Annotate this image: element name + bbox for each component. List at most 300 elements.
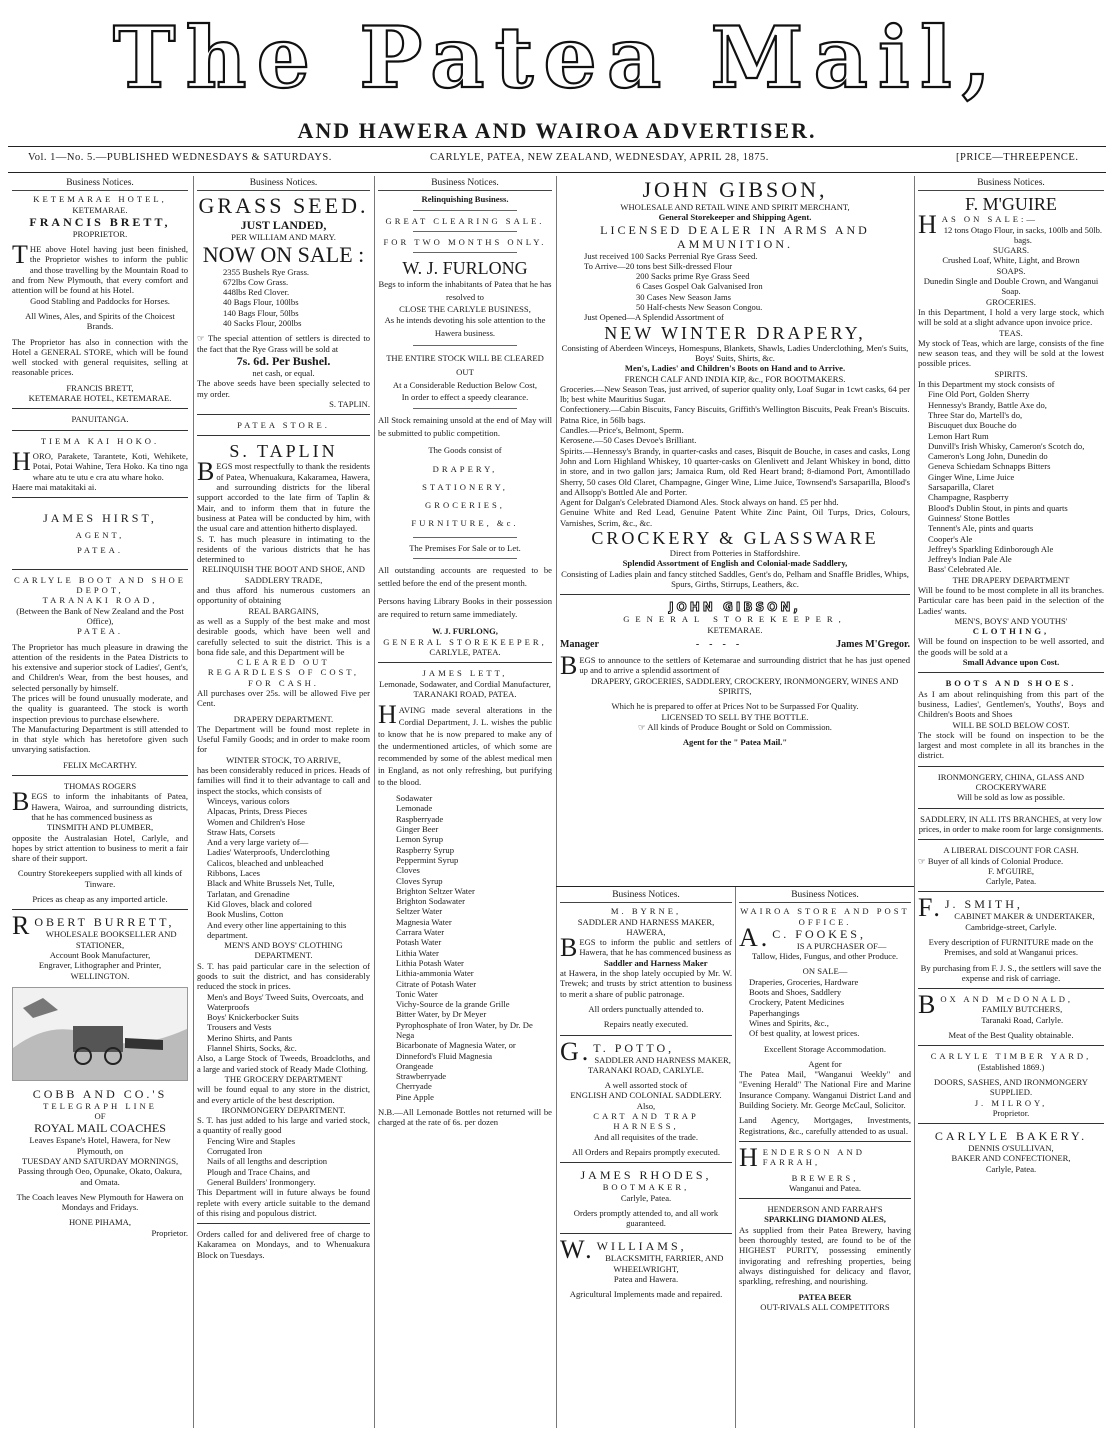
grass-items	[197, 267, 370, 329]
ad-trade: Lemonade, Sodawater, and Cordial Manufacturer,	[379, 678, 551, 689]
list-item: 2355 Bushels Rye Grass.	[223, 266, 310, 277]
ad-title: PANUITANGA.	[71, 414, 129, 425]
column-divider	[556, 176, 557, 1428]
ad-body: The Proprietor has much pleasure in drawing the attention of the residents in the Patea Districts to his extensive and superior stock of Ladies', Gent's, and Children's Wear, from the best houses, and selected personally by himself.	[12, 641, 188, 693]
ad-name: S. TAPLIN	[229, 441, 338, 462]
ad-ketemarae-hotel	[12, 194, 188, 403]
ad-line: LICENSED DEALER IN ARMS AND AMMUNITION.	[600, 222, 870, 251]
list-item: 50 Half-chests New Season Congou.	[636, 302, 763, 313]
ad-line-text: All kinds of Produce Bought or Sold on Commission.	[647, 721, 832, 732]
list-item: Lithia-ammonia Water	[396, 968, 474, 979]
issue-date: CARLYLE, PATEA, NEW ZEALAND, WEDNESDAY, APRIL 28, 1875.	[430, 152, 769, 163]
list-item: Of best quality, at lowest prices.	[749, 1028, 860, 1039]
ad-line: OUT-RIVALS ALL COMPETITORS	[760, 1301, 890, 1312]
ad-body: Agent for Dalgan's Celebrated Diamond Ales. Stock always on hand. £5 per hhd.	[560, 497, 839, 508]
ad-body: The above seeds have been specially selected to my order.	[197, 378, 370, 399]
ad-line: OF	[94, 1111, 106, 1122]
ad-furlong	[378, 194, 552, 657]
ad-line: Kerosene.—50 Cases Devoe's Brilliant.	[560, 435, 697, 446]
list-item: 448lbs Red Clover.	[223, 287, 290, 298]
column-divider	[193, 176, 194, 1428]
ad-body: S. T. has just added to his large and varied stock, a quantity of really good	[197, 1115, 370, 1136]
ad-line: A well assorted stock of	[604, 1080, 688, 1091]
ad-line: Small Advance upon Cost.	[962, 657, 1060, 668]
ad-body: opposite the Australasian Hotel, Carlyle, and hopes by strict attention to business to merit a fair share of their support.	[12, 832, 188, 864]
list-item: Tonic Water	[396, 988, 438, 999]
list-item: Sarsaparilla, Claret	[928, 482, 994, 493]
ad-name: CARLYLE TIMBER YARD,	[930, 1051, 1092, 1062]
list-item: GROCERIES,	[425, 500, 505, 511]
list-item: 40 Sacks Flour, 200lbs	[223, 318, 302, 329]
ad-name: FRANCIS BRETT,	[29, 214, 171, 229]
column-divider	[735, 886, 736, 1428]
ad-line: Splendid Assortment of English and Colonial-made Saddlery,	[622, 558, 848, 569]
ad-signature: S. TAPLIN.	[329, 398, 370, 409]
ad-robert-burrett	[12, 911, 188, 981]
list-item: Vichy-Source de la grande Grille	[396, 999, 510, 1010]
ad-line: The Goods consist of	[428, 444, 502, 455]
ad-body-text: The special attention of settlers is directed to the fact that the Rye Grass will be sold at	[197, 333, 370, 354]
ad-line: THE ENTIRE STOCK WILL BE CLEARED OUT	[386, 353, 544, 378]
ad-line: CART AND TRAP HARNESS,	[593, 1111, 699, 1132]
ad-title: THOMAS ROGERS	[63, 781, 137, 792]
list-item: General Builders' Ironmongery.	[207, 1176, 316, 1187]
ad-line: General Storekeeper and Shipping Agent.	[658, 212, 812, 223]
ad-body: BEGS most respectfully to thank the residents of Patea, Whenuakura, Kakaramea, Hawera, and surrounding districts for the liberal support accorded to the late firm of Taplin & Mair, and to inform them that in future the business at Patea will be conducted by him, with the usual care and attention hitherto displayed.	[197, 457, 370, 534]
list-item: Kid Gloves, black and colored	[207, 898, 312, 909]
ad-line: Will be sold as low as possible.	[957, 792, 1065, 803]
ad-price: 7s. 6d. Per Bushel.	[236, 353, 331, 368]
ad-body: As I am about relinquishing from this part of the business, Ladies', Gentlemen's, Youths', Boys and Children's Boots and Shoes	[918, 688, 1104, 720]
ad-trade: WHOLESALE AND RETAIL WINE AND SPIRIT MERCHANT,	[620, 202, 850, 212]
ad-line: HENDERSON AND FARRAH'S	[767, 1204, 883, 1215]
list-item: Jeffrey's Indian Pale Ale	[928, 554, 1012, 565]
price: [PRICE—THREEPENCE.	[956, 152, 1079, 163]
ad-body: Agricultural Implements made and repaired.	[569, 1289, 723, 1300]
manager-label: Manager	[560, 638, 599, 650]
ad-trade: BREWERS,	[791, 1172, 859, 1183]
list-item: Ginger Wine, Lime Juice	[928, 471, 1015, 482]
ad-place: WELLINGTON.	[70, 970, 130, 981]
ad-title: GRASS SEED.	[198, 193, 369, 219]
ad-place: PATEA.	[76, 545, 124, 556]
ad-line: All orders punctually attended to.	[588, 1003, 704, 1014]
ad-line: Agent for the " Patea Mail."	[682, 737, 788, 748]
column-4b	[739, 890, 911, 1428]
ad-patea-store	[197, 420, 370, 1260]
column-4a	[560, 890, 732, 1428]
ad-title: GREAT CLEARING SALE.	[385, 215, 545, 226]
list-item: Raspberryade	[396, 813, 444, 824]
list-item: Draperies, Groceries, Hardware	[749, 976, 859, 987]
ad-grass-seed	[197, 194, 370, 409]
list-item: Cloves	[396, 865, 420, 876]
ad-body: BEGS to inform the public and settlers of Hawera, that he has commenced business as	[560, 933, 732, 963]
ad-title: COBB AND CO.'S	[32, 1086, 168, 1101]
column-header: Business Notices.	[918, 178, 1104, 191]
ad-line: ON SALE—	[802, 966, 848, 977]
ad-james-hirst	[12, 503, 188, 564]
ad-trade: CABINET MAKER & UNDERTAKER,	[954, 911, 1095, 922]
wairoa-items	[739, 977, 911, 1039]
ad-place: KETEMARAE.	[707, 624, 763, 635]
ad-body: Confectionery.—Cabin Biscuits, Fancy Biscuits, Griffith's Wellington Biscuits, Peak Frean's Biscuits.	[560, 404, 910, 415]
drapery-items	[197, 796, 370, 940]
ad-body: Groceries.—New Season Teas, just arrived, of superior quality only, Loaf Sugar in 1cwt casks, 64 per lb; best white Mauritius Sugar.	[560, 383, 910, 405]
ad-line: FRENCH CALF AND INDIA KIP, &c., FOR BOOTMAKERS.	[624, 373, 846, 384]
ad-box-mcdonald	[918, 990, 1104, 1041]
ad-body: Genuine White and Red Lead, Genuine Patent White Zinc Paint, Oil Turps, Drics, Colours, Varnishes, Scrim, &c., &c.	[560, 507, 910, 528]
list-item: Geneva Schiedam Schnapps Bitters	[928, 461, 1051, 472]
list-item: Lemon Syrup	[396, 834, 444, 845]
ad-trade: BLACKSMITH, FARRIER, AND WHEELWRIGHT,	[605, 1253, 724, 1274]
ad-line: Tallow, Hides, Fungus, and other Produce.	[751, 951, 899, 962]
ad-road: TARANAKI ROAD,	[42, 595, 158, 606]
list-item: Ladies' Waterproofs, Underclothing	[207, 847, 330, 858]
list-item: 672lbs Cow Grass.	[223, 276, 289, 287]
ad-body: By purchasing from F. J. S., the settlers will save the expense and risk of carriage.	[920, 962, 1102, 983]
list-item: Guinness' Stone Bottles	[928, 512, 1010, 523]
column-header: Business Notices.	[197, 178, 370, 191]
ad-name: A.C. FOOKES,	[739, 922, 866, 952]
spirit-items	[918, 389, 1104, 574]
ad-body: will be found equal to any store in the district, and every article of the best description.	[197, 1084, 370, 1105]
ad-now-on-sale: NOW ON SALE :	[202, 241, 365, 267]
list-item: Black and White Brussels Net, Tulle,	[207, 878, 335, 889]
list-item: Book Muslins, Cotton	[207, 909, 284, 920]
pointing-hand-icon: ☞	[918, 855, 928, 866]
ad-body: at Hawera, in the shop lately occupied by Mr. W. Trewek; and trusts by strict attention to business to merit a share of public patronage.	[560, 968, 732, 999]
ad-line: Account Book Manufacturer,	[49, 949, 151, 960]
ad-line: Direct from Potteries in Staffordshire.	[669, 548, 801, 559]
ad-body: Meat of the Best Quality obtainable.	[948, 1030, 1074, 1041]
ad-name: G.T. POTTO,	[560, 1036, 675, 1066]
list-item: Plough and Trace Chains, and	[207, 1166, 310, 1177]
ad-return: The Coach leaves New Plymouth for Hawera on Mondays and Fridays.	[16, 1191, 184, 1213]
list-item: Flannel Shirts, Socks, &c.	[207, 1043, 297, 1054]
ad-name: ROBERT BURRETT,	[12, 911, 175, 941]
ad-trade: BAKER AND CONFECTIONER,	[951, 1153, 1071, 1164]
ad-name: JAMES HIRST,	[43, 511, 157, 526]
list-item: Boys' Knickerbocker Suits	[207, 1012, 299, 1023]
list-item: Crockery, Patent Medicines	[749, 997, 845, 1008]
list-item: Cloves Syrup	[396, 875, 443, 886]
ad-road: TARANAKI ROAD, CARLYLE.	[588, 1064, 704, 1075]
ad-line: 12 tons Otago Flour, in sacks, 100lb and 50lb. bags.	[943, 224, 1103, 245]
column-3	[378, 178, 552, 1428]
list-item: Magnesia Water	[396, 916, 452, 927]
list-item: Trousers and Vests	[207, 1022, 272, 1033]
ad-line: DRAPERY, GROCERIES, SADDLERY, CROCKERY, IRONMONGERY, WINES AND SPIRITS,	[590, 675, 899, 696]
ad-body: Persons having Library Books in their possession are required to return same immediately.	[378, 596, 552, 620]
ad-henderson-farrah	[739, 1142, 911, 1312]
ad-line: In this Department my stock consists of	[918, 379, 1055, 390]
ad-line: Prices as cheap as any imported article.	[32, 894, 168, 905]
ad-body: HAVING made several alterations in the Cordial Department, J. L. wishes the public to know that he is now prepared to make any of the undermentioned articles, of which some are recommended by some of the ablest medical men in England, as not only refreshing, but purifying to the blood.	[378, 700, 552, 788]
ad-line: (Established 1869.)	[977, 1061, 1045, 1072]
ad-name: JOHN GIBSON,	[669, 600, 801, 615]
ad-line: Just Opened—A Splendid Assortment of	[584, 312, 724, 323]
list-item: Alpacas, Prints, Dress Pieces	[207, 806, 308, 817]
ad-days: TUESDAY AND SATURDAY MORNINGS,	[21, 1156, 179, 1166]
list-item: And every other line appertaining to this department.	[207, 919, 347, 940]
list-item: Bitter Water, by Dr Meyer	[396, 1009, 487, 1020]
ad-line: WINTER STOCK, TO ARRIVE,	[226, 754, 341, 765]
gibson-stock	[560, 251, 910, 323]
cordial-items	[378, 793, 552, 1102]
section-title: SUGARS.	[992, 245, 1030, 256]
ad-body: Orders called for and delivered free of charge to Kakaramea on Mondays, and to Whenuakura Block on Tuesdays.	[197, 1229, 370, 1260]
list-item: Lemon Hart Rum	[928, 430, 989, 441]
list-item: Raspberry Syrup	[396, 844, 454, 855]
ad-m-byrne	[560, 906, 732, 1029]
ad-body: Leaves Espane's Hotel, Hawera, for New Plymouth, on	[29, 1135, 171, 1156]
ad-line: And all requisites of the trade.	[593, 1131, 699, 1142]
ad-name: BOX AND McDONALD,	[918, 990, 1074, 1020]
ad-place: Wanganui and Patea.	[788, 1182, 862, 1193]
volume-number: Vol. 1—No. 5.—PUBLISHED WEDNESDAYS & SATURDAYS.	[28, 152, 332, 163]
ad-manager	[560, 640, 910, 650]
ad-body: The Manufacturing Department is still attended to in that style which has heretofore given such unvarying satisfaction.	[12, 723, 188, 755]
ad-body: and thus afford his numerous customers an opportunity of obtaining	[197, 585, 370, 606]
ad-w-williams	[560, 1235, 732, 1300]
column-header: Business Notices.	[739, 890, 911, 903]
ad-line: PER WILLIAM AND MARY.	[231, 232, 336, 243]
ad-note: N.B.—All Lemonade Bottles not returned will be charged at the rate of 6s. per dozen	[378, 1107, 552, 1128]
ad-body: Orders promptly attended to, and all work guaranteed.	[573, 1207, 719, 1229]
ad-trade: WHOLESALE BOOKSELLER AND STATIONER,	[45, 929, 177, 950]
ad-role: PROPRIETOR.	[72, 228, 128, 239]
ad-trade: SADDLER AND HARNESS MAKER,	[577, 916, 715, 927]
ad-f-mguire	[918, 194, 1104, 886]
list-item: Paperhangings	[749, 1007, 800, 1018]
ad-signature: GENERAL STOREKEEPER,	[383, 636, 547, 647]
ad-line: Also,	[636, 1100, 656, 1111]
ad-line: CLEARED OUT REGARDLESS OF COST, FOR CASH.	[207, 657, 360, 688]
ad-crockery: CROCKERY & GLASSWARE	[591, 528, 879, 549]
ad-title: CARLYLE BOOT AND SHOE DEPOT,	[13, 574, 187, 596]
column-5	[918, 178, 1104, 1428]
list-item: Orangeade	[396, 1060, 434, 1071]
section-title: DRAPERY DEPARTMENT.	[233, 713, 334, 724]
list-item: Nails of all lengths and description	[207, 1156, 328, 1167]
ad-name: M. BYRNE,	[610, 906, 682, 917]
list-item: DRAPERY,	[432, 464, 498, 475]
ad-wairoa-store	[739, 906, 911, 1136]
column-header: Business Notices.	[560, 890, 732, 903]
column-divider	[374, 176, 375, 1428]
ad-line: Just received 100 Sacks Perrenial Rye Grass Seed.	[584, 250, 758, 261]
ad-name: JAMES LETT,	[422, 668, 508, 679]
list-item: Pine Apple	[396, 1091, 434, 1102]
ad-name: JOHN GIBSON,	[642, 178, 828, 202]
masthead	[0, 0, 1114, 143]
pointing-hand-icon: ☞	[197, 333, 208, 344]
ad-signature: W. J. FURLONG,	[432, 626, 498, 637]
ad-f-j-smith	[918, 893, 1104, 983]
ad-line: ENGLISH AND COLONIAL SADDLERY.	[570, 1090, 722, 1101]
section-title: SPIRITS.	[994, 368, 1028, 379]
ad-body: Also, a Large Stock of Tweeds, Broadcloths, and a large and varied stock of Ready Made Clothing.	[197, 1053, 370, 1074]
list-item: Brighton Seltzer Water	[396, 885, 475, 896]
ad-role: Proprietor.	[151, 1227, 188, 1238]
ad-name: W. J. FURLONG	[402, 258, 528, 279]
section-title: BOOTS AND SHOES.	[945, 678, 1077, 689]
list-item: Fine Old Port, Golden Sherry	[928, 389, 1030, 400]
ad-title: WAIROA STORE AND POST OFFICE.	[740, 906, 910, 927]
ad-body: The Patea Mail, "Wanganui Weekly" and "Evening Herald" The National Fire and Marine Insurance Company. Wanganui District Land and Building Society. Mr. George McCaul, Solicitor.	[739, 1069, 911, 1111]
list-item: Brighton Sodawater	[396, 896, 465, 907]
ad-line: Which he is prepared to offer at Prices Not to be Surpassed For Quality.	[611, 701, 859, 712]
section-title: THE GROCERY DEPARTMENT	[224, 1073, 343, 1084]
ad-place: Carlyle, Patea.	[620, 1192, 672, 1203]
ad-line: DENNIS O'SULLIVAN,	[968, 1143, 1054, 1154]
ad-place: PATEA.	[76, 626, 124, 637]
top-rule	[8, 146, 1106, 147]
ad-signature: KETEMARAE HOTEL, KETEMARAE.	[28, 393, 172, 404]
list-item: Men's and Boys' Tweed Suits, Overcoats, and Waterproofs	[207, 991, 364, 1012]
ad-body: As supplied from their Patea Brewery, having been thoroughly tested, are found to be of the HIGHEST PURITY, possessing eminently invigorating and refreshing properties, being always distinguished for delicacy and flavor, sparkling, refreshing, and nourishing.	[739, 1224, 911, 1287]
column-1	[12, 178, 188, 1428]
ad-body: S. T. has much pleasure in intimating to the residents of the various districts that he has determined to	[197, 533, 370, 565]
list-item: Citrate of Potash Water	[396, 978, 477, 989]
coach-illustration	[12, 987, 188, 1081]
ad-place: HAWERA,	[626, 926, 666, 937]
ad-route: Passing through Oeo, Opunake, Okato, Oakura, and Omata.	[18, 1166, 182, 1187]
list-item: Peppermint Syrup	[396, 854, 459, 865]
list-item: STATIONERY,	[422, 482, 508, 493]
ad-body: as well as a Supply of the best make and most desirable goods, which have been well and carefully selected to suit the district. This is a bona fide sale, and this Department will be	[197, 615, 370, 657]
ad-trade: TINSMITH AND PLUMBER,	[46, 822, 154, 833]
list-item: 140 Bags Flour, 50lbs	[223, 307, 299, 318]
newspaper-subtitle: AND HAWERA AND WAIROA ADVERTISER.	[297, 118, 817, 143]
ad-line: Haere mai matakitaki ai.	[12, 481, 97, 492]
ad-body: As he intends devoting his sole attention to the Hawera business.	[384, 315, 546, 339]
ad-body: All outstanding accounts are requested to be settled before the end of the present month.	[378, 565, 552, 589]
ad-body: All purchases over 25s. will be allowed Five per Cent.	[197, 687, 370, 709]
ad-body: BEGS to inform the inhabitants of Patea, Hawera, Wairoa, and surrounding districts, that he has commenced business as	[12, 787, 188, 822]
ad-body	[918, 856, 1104, 866]
ad-body: The stock will be found on inspection to be the largest and most complete in all its branches in the district.	[918, 729, 1104, 761]
ad-line: Candles.—Price's, Belmont, Sperm.	[560, 425, 684, 436]
ad-body: THE above Hotel having just been finished, the Proprietor wishes to inform the public and those travelling by the Mountain Road to and from New Plymouth, that every comfort and attention will be found at his Hotel.	[12, 240, 188, 296]
list-item: Potash Water	[396, 937, 442, 948]
ad-body: In this Department, I hold a very large stock, which will be sold at a slight advance upon invoice price.	[918, 306, 1104, 328]
ad-name: F. M'GUIRE	[965, 194, 1057, 215]
list-item: Women and Children's Hose	[207, 816, 305, 827]
ad-place: Carlyle, Patea.	[985, 1163, 1037, 1174]
list-item: Champagne, Raspberry	[928, 492, 1009, 503]
list-item: Jeffrey's Sparkling Edinborough Ale	[928, 543, 1054, 554]
ad-line: Engraver, Lithographer and Printer,	[38, 960, 162, 971]
ad-body: Will be found to be most complete in all its branches. Particular care has been paid in the selection of the Ladies' wants.	[918, 584, 1104, 616]
ad-line: At a Considerable Reduction Below Cost,	[392, 380, 538, 391]
section-title: MEN'S, BOYS' AND YOUTHS'	[954, 615, 1068, 626]
ad-name: F.J. SMITH,	[918, 893, 1023, 923]
ad-line: PATEA BEER	[798, 1291, 852, 1302]
section-title: GROCERIES.	[986, 296, 1036, 307]
list-item: Strawberryade	[396, 1071, 447, 1082]
ad-carlyle-bakery	[918, 1129, 1104, 1174]
ad-trade: Saddler and Harness Maker	[603, 957, 708, 968]
section-title: MEN'S AND BOYS' CLOTHING DEPARTMENT.	[224, 940, 343, 961]
ad-body: The Department will be found most replete in Useful Family Goods; and in order to make room for	[197, 723, 370, 755]
ad-role: AGENT,	[75, 530, 125, 541]
ad-place: Cambridge-street, Carlyle.	[965, 921, 1057, 932]
iron-items	[197, 1136, 370, 1187]
list-item: Three Star do, Martell's do,	[928, 409, 1023, 420]
ad-line: In order to effect a speedy clearance.	[401, 392, 529, 403]
ad-line: (Between the Bank of New Zealand and the Post Office),	[16, 605, 184, 626]
ad-panuitanga	[12, 414, 188, 492]
ad-line: Crushed Loaf, White, Light, and Brown	[942, 255, 1080, 266]
list-item: Ribbons, Laces	[207, 868, 260, 879]
list-item: And a very large variety of—	[207, 837, 309, 848]
list-item: Cooper's Ale	[928, 533, 973, 544]
list-item: Blood's Dublin Stout, in pints and quarts	[928, 502, 1068, 513]
column-header: Business Notices.	[378, 178, 552, 191]
ad-trade: SADDLER AND HARNESS MAKER,	[594, 1054, 731, 1065]
list-item: Lithia Potash Water	[396, 957, 464, 968]
ad-drapery: NEW WINTER DRAPERY,	[604, 322, 866, 343]
ad-body: Every description of FURNITURE made on the Premises, and sold at Wanganui prices.	[928, 937, 1094, 958]
ad-signature: Carlyle, Patea.	[985, 876, 1037, 887]
ad-line: A LIBERAL DISCOUNT FOR CASH.	[943, 845, 1079, 856]
ad-g-t-potto	[560, 1036, 732, 1158]
column-divider	[914, 176, 915, 1428]
ad-body: All Stock remaining unsold at the end of May will be submitted to public competition.	[378, 414, 552, 438]
list-item: Lemonade	[396, 803, 433, 814]
ad-body: BEGS to announce to the settlers of Ketemarae and surrounding district that he has just opened up and to arrive a splendid assortment of	[560, 651, 910, 681]
ad-body: has been considerably reduced in prices. Heads of families will find it to their advantage to call and inspect the stocks, which consists of	[197, 765, 370, 796]
list-item: Dunvill's Irish Whisky, Cameron's Scotch do, Cameron's Long John, Dunedin do	[928, 440, 1085, 462]
list-item: Ginger Beer	[396, 824, 439, 835]
list-item: Cherryade	[396, 1081, 432, 1092]
ad-place: Patea and Hawera.	[613, 1274, 679, 1285]
pointing-hand-icon: ☞	[638, 721, 648, 732]
ad-line: SADDLERY, IN ALL ITS BRANCHES, at very low prices, in order to make room for large consignments.	[918, 813, 1104, 834]
ad-name: JAMES RHODES,	[580, 1168, 712, 1183]
ad-john-gibson	[560, 178, 910, 884]
section-title: WILL BE SOLD BELOW COST.	[952, 719, 1070, 730]
ad-james-lett	[378, 668, 552, 1127]
ad-line: The Premises For Sale or to Let.	[409, 543, 521, 554]
ad-line: REAL BARGAINS,	[248, 605, 319, 616]
ad-line: RELINQUISH THE BOOT AND SHOE, AND SADDLERY TRADE,	[202, 564, 365, 585]
list-item: Calicos, bleached and unbleached	[207, 857, 324, 868]
column-2	[197, 178, 370, 1428]
manager-name: James M'Gregor.	[836, 638, 910, 650]
ad-title: PATEA STORE.	[237, 420, 330, 431]
ad-subtitle: TIEMA KAI HOKO.	[40, 435, 160, 446]
ad-name: CARLYLE BAKERY.	[934, 1129, 1088, 1144]
section-title: THE DRAPERY DEPARTMENT	[952, 574, 1070, 585]
ad-signature: HONE PIHAMA,	[68, 1217, 132, 1228]
ad-line: Country Storekeepers supplied with all kinds of Tinware.	[17, 868, 183, 889]
list-item: Merino Shirts, and Pants	[207, 1032, 292, 1043]
ad-body: This Department will in future always be found replete with every article suitable to the demand of this rising and populous district.	[197, 1187, 370, 1218]
ad-line: IS A PURCHASER OF—	[796, 940, 887, 951]
ad-line: JUST LANDED,	[240, 218, 327, 233]
ad-body: Consisting of Ladies plain and fancy stitched Saddles, Gent's do, Pelham and Snaffle Bridles, Whips, Spurs, Girths, Stirrups, Leathers, &c.	[561, 568, 909, 589]
dateline-rule	[8, 172, 1106, 173]
list-item: 40 Bags Flour, 100lbs	[223, 297, 299, 308]
ad-body: S. T. has paid particular care in the selection of goods to suit the district, and has considerably reduced the stock in prices.	[197, 960, 370, 992]
list-item: Carrara Water	[396, 927, 445, 938]
ad-body: HORO, Parakete, Tarantete, Koti, Wehikete, Potai, Potai Wahine, Tera Hoko. Ka tino nga whare atu te utu e cra atu whare hoko.	[12, 446, 188, 482]
ad-body: The prices will be found unusually moderate, and the quality is guaranteed. The stock is worth inspection previous to purchase elsewhere.	[12, 692, 188, 724]
ad-line: Agent for	[808, 1058, 842, 1069]
